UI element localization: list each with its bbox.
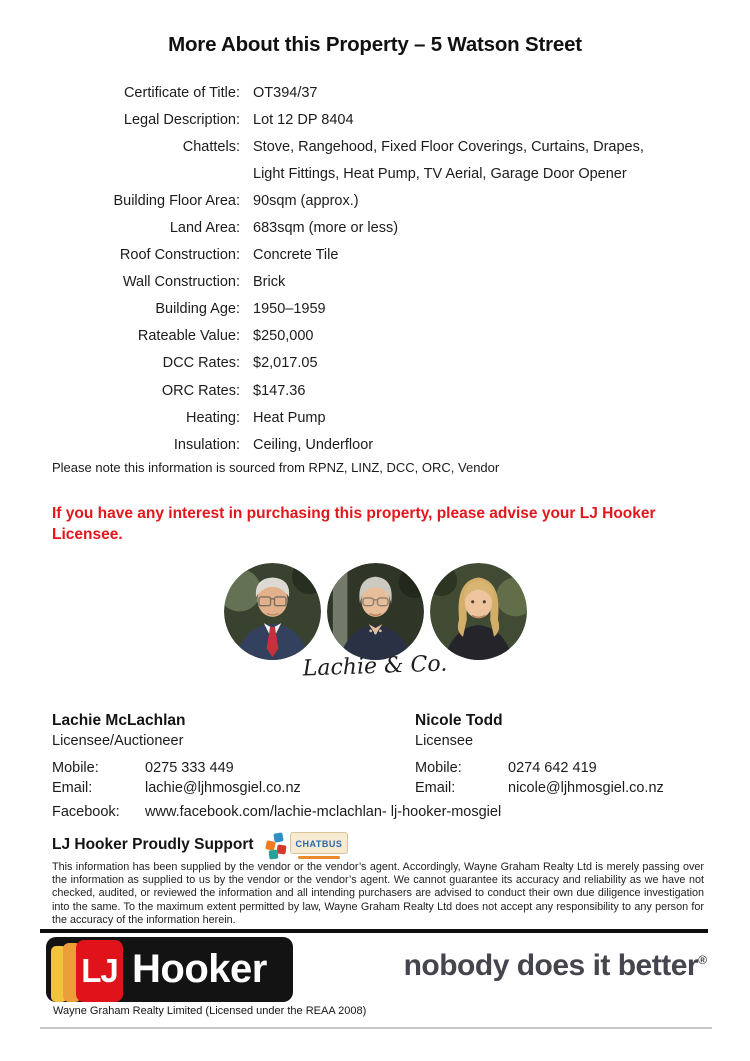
purchase-notice xyxy=(52,503,712,545)
mobile-label: Mobile: xyxy=(415,760,462,776)
detail-value: OT394/37 xyxy=(253,84,318,101)
detail-label: Roof Construction: xyxy=(119,247,240,264)
detail-row xyxy=(52,214,644,241)
tagline-text: nobody does it better xyxy=(403,949,699,982)
detail-value: Stove, Rangehood, Fixed Floor Coverings, Curtains, Drapes, xyxy=(253,138,644,155)
agent-contacts xyxy=(52,712,664,798)
detail-row xyxy=(52,269,644,296)
mobile-number: 0275 333 449 xyxy=(145,760,234,776)
detail-row xyxy=(52,133,644,160)
agent-name: Nicole Todd xyxy=(415,712,503,729)
signature-lachie-and-co: Lachie & Co. xyxy=(302,651,448,682)
detail-label: Building Age: xyxy=(155,301,240,318)
detail-value: Brick xyxy=(253,274,286,291)
mobile-number: 0274 642 419 xyxy=(508,760,597,776)
detail-value: 683sqm (more or less) xyxy=(253,220,399,237)
email-address[interactable]: lachie@ljhmosgiel.co.nz xyxy=(145,780,301,796)
detail-row xyxy=(52,242,644,269)
agent-role: Licensee/Auctioneer xyxy=(52,733,184,749)
detail-value: $2,017.05 xyxy=(253,355,318,372)
proudly-support-label: LJ Hooker Proudly Support xyxy=(52,836,254,853)
detail-label: DCC Rates: xyxy=(162,355,240,372)
detail-label: Heating: xyxy=(185,409,240,426)
page-title: More About this Property – 5 Watson Street xyxy=(168,33,582,56)
legal-disclaimer: This information has been supplied by the vendor or the vendor’s agent. Accordingly, Wayne Graham Realty Ltd is merely passing over the information as supplied to us by the vendor or the vendor’s agent. We cannot guarantee its accuracy and reliability as we have not checked, audited, or reviewed the information and all intending purchasers are advised to conduct their own due diligence investigation into the same. To the maximum extent permitted by law, Wayne Graham Realty Ltd does not accept any responsibility to any person for the accuracy of the information herein. xyxy=(52,861,704,926)
lj-logo-hooker-text: Hooker xyxy=(132,947,267,991)
purchase-notice-line2: Licensee. xyxy=(52,526,123,543)
lachie-mclachlan-photo xyxy=(224,563,321,660)
detail-row xyxy=(52,377,644,404)
detail-row xyxy=(52,187,644,214)
chatbus-logo xyxy=(266,830,349,860)
detail-value: $147.36 xyxy=(253,382,306,399)
detail-label: Building Floor Area: xyxy=(113,192,240,209)
detail-label: ORC Rates: xyxy=(161,382,240,399)
purchase-notice-line1: If you have any interest in purchasing this property, please advise your LJ Hooker xyxy=(52,505,656,522)
chatbus-tagline-bar xyxy=(298,856,340,859)
agent-card-lachie xyxy=(52,712,415,798)
footer-divider xyxy=(40,929,708,933)
bottom-divider xyxy=(40,1027,712,1029)
detail-label: Certificate of Title: xyxy=(123,84,240,101)
team-section xyxy=(0,563,750,682)
detail-row xyxy=(52,160,644,187)
detail-value: Concrete Tile xyxy=(253,247,339,264)
chatbus-wordmark: CHATBUS xyxy=(295,838,343,849)
detail-row xyxy=(52,296,644,323)
detail-value: Ceiling, Underfloor xyxy=(253,436,374,453)
source-note: Please note this information is sourced from RPNZ, LINZ, DCC, ORC, Vendor xyxy=(52,460,500,475)
detail-value: 1950–1959 xyxy=(253,301,326,318)
detail-row xyxy=(52,106,644,133)
detail-value: Heat Pump xyxy=(253,409,326,426)
chatbus-puzzle-icon xyxy=(266,832,288,858)
detail-label: Wall Construction: xyxy=(122,274,240,291)
detail-label: Rateable Value: xyxy=(137,328,240,345)
email-label: Email: xyxy=(52,780,93,796)
lj-logo-red-tile xyxy=(76,940,123,1002)
detail-value: Light Fittings, Heat Pump, TV Aerial, Garage Door Opener xyxy=(253,165,627,182)
agent-name: Lachie McLachlan xyxy=(52,712,186,729)
detail-row xyxy=(52,350,644,377)
detail-value: $250,000 xyxy=(253,328,314,345)
facebook-link[interactable]: www.facebook.com/lachie-mclachlan- lj-hooker-mosgiel xyxy=(145,804,502,820)
proudly-support-row xyxy=(52,830,348,860)
agent-card-nicole xyxy=(415,712,664,798)
registered-mark: ® xyxy=(698,953,707,967)
license-line: Wayne Graham Realty Limited (Licensed under the REAA 2008) xyxy=(53,1005,367,1017)
detail-label: Land Area: xyxy=(169,220,240,237)
brand-tagline xyxy=(396,949,714,983)
mobile-label: Mobile: xyxy=(52,760,99,776)
detail-value: 90sqm (approx.) xyxy=(253,192,359,209)
detail-row xyxy=(52,323,644,350)
email-address[interactable]: nicole@ljhmosgiel.co.nz xyxy=(508,780,664,796)
team-member-photo xyxy=(327,563,424,660)
facebook-row xyxy=(52,804,501,820)
lj-logo-lj-text: LJ xyxy=(81,952,118,989)
detail-label: Insulation: xyxy=(173,436,240,453)
detail-value: Lot 12 DP 8404 xyxy=(253,111,354,128)
lj-hooker-logo xyxy=(46,937,293,1002)
detail-row xyxy=(52,404,644,431)
agent-role: Licensee xyxy=(415,733,474,749)
property-details-list xyxy=(52,79,644,458)
detail-label: Legal Description: xyxy=(123,111,240,128)
detail-label: Chattels: xyxy=(182,138,240,155)
email-label: Email: xyxy=(415,780,456,796)
detail-row xyxy=(52,431,644,458)
nicole-todd-photo xyxy=(430,563,527,660)
facebook-label: Facebook: xyxy=(52,804,120,820)
detail-row xyxy=(52,79,644,106)
